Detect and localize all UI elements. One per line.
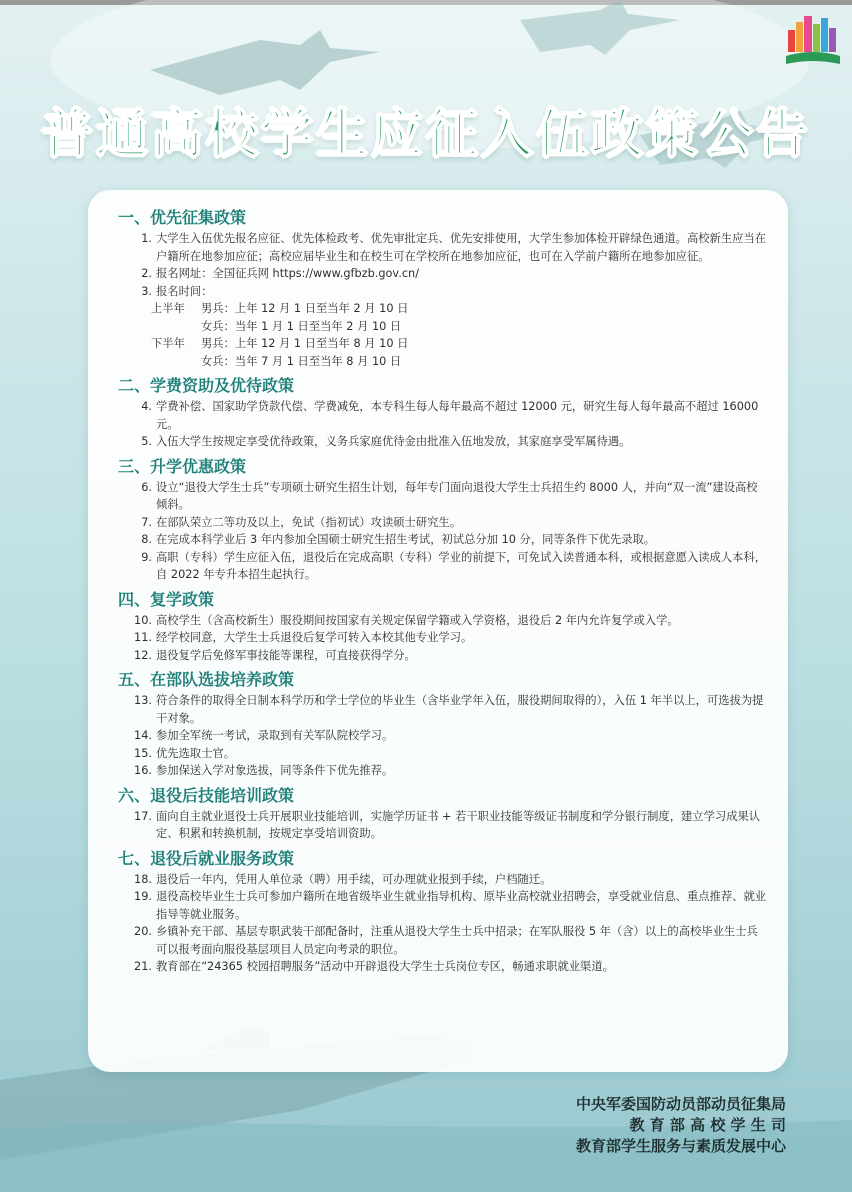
org-name: 中央军委国防动员部动员征集局 (575, 1095, 786, 1113)
section-5 (118, 669, 768, 780)
section-heading: 五、在部队选拔培养政策 (118, 670, 295, 689)
schedule-row: 上半年 男兵：上年 12 月 1 日至当年 2 月 10 日 (151, 302, 409, 315)
list-item: 12. 退役复学后免修军事技能等课程，可直接获得学分。 (134, 648, 416, 662)
list-item: 17. 面向自主就业退役士兵开展职业技能培训，实施学历证书 + 若干职业技能等级证书制度和学分银行制度，建立学习成果认定、积累和转换机制，按规定享受培训资助。 (134, 809, 761, 840)
section-2 (118, 375, 768, 451)
section-heading: 七、退役后就业服务政策 (118, 848, 295, 868)
list-item: 5. 入伍大学生按规定享受优待政策，义务兵家庭优待金由批准入伍地发放，其家庭享受军属待遇。 (141, 435, 631, 448)
list-item: 20. 乡镇补充干部、基层专职武装干部配备时，注重从退役大学生士兵中招录；在军队服役 5 年（含）以上的高校毕业生士兵可以报考面向服役基层项目人员定向考录的职位。 (134, 925, 758, 956)
section-heading: 一、优先征集政策 (118, 208, 247, 227)
list-item: 7. 在部队荣立二等功及以上，免试（指初试）攻读硕士研究生。 (141, 515, 462, 529)
list-item: 4. 学费补偿、国家助学贷款代偿、学费减免，本专科生每人每年最高不超过 12000 元，研究生每人每年最高不超过 16000 元。 (141, 400, 759, 431)
issuing-organizations (576, 1094, 786, 1157)
list-item: 14. 参加全军统一考试，录取到有关军队院校学习。 (134, 729, 394, 742)
section-1 (118, 207, 768, 370)
list-item: 21. 教育部在“24365 校园招聘服务”活动中开辟退役大学生士兵岗位专区，畅通求职就业渠道。 (134, 960, 614, 973)
page-title: 普通高校学生应征入伍政策公告 (40, 105, 811, 165)
org-name: 教育部学生服务与素质发展中心 (575, 1137, 786, 1155)
section-heading: 三、升学优惠政策 (118, 456, 247, 476)
list-item: 3. 报名时间： (141, 284, 213, 298)
schedule-row: 女兵：当年 1 月 1 日至当年 2 月 10 日 (201, 319, 402, 333)
list-item: 6. 设立“退役大学生士兵”专项硕士研究生招生计划，每年专门面向退役大学生士兵招生约 8000 人，并向“双一流”建设高校倾斜。 (141, 480, 758, 511)
list-item: 19. 退役高校毕业生士兵可参加户籍所在地省级毕业生就业指导机构、原毕业高校就业招聘会，享受就业信息、重点推荐、就业指导等就业服务。 (134, 890, 767, 921)
list-item: 15. 优先选取士官。 (134, 746, 236, 760)
list-item: 11. 经学校同意，大学生士兵退役后复学可转入本校其他专业学习。 (134, 631, 473, 644)
list-item: 8. 在完成本科学业后 3 年内参加全国硕士研究生招生考试，初试总分加 10 分，同等条件下优先录取。 (141, 533, 656, 546)
logo-icon (784, 12, 842, 70)
list-item: 2. 报名网址：全国征兵网 https://www.gfbzb.gov.cn/ (141, 267, 419, 280)
section-heading: 六、退役后技能培训政策 (118, 785, 295, 805)
section-7 (118, 848, 768, 976)
org-name: 教 育 部 高 校 学 生 司 (629, 1116, 786, 1134)
list-item: 18. 退役后一年内，凭用人单位录（聘）用手续，可办理就业报到手续，户档随迁。 (134, 872, 552, 886)
section-heading: 四、复学政策 (118, 589, 215, 609)
list-item: 1. 大学生入伍优先报名应征、优先体检政考、优先审批定兵、优先安排使用，大学生参加体检开辟绿色通道。高校新生应当在户籍所在地参加应征；高校应届毕业生和在校生可在学校所在地参加应征，也可在入学前户籍所在地参加应征。 (141, 232, 767, 263)
list-item: 10. 高校学生（含高校新生）服役期间按国家有关规定保留学籍或入学资格，退役后 2 年内允许复学或入学。 (134, 613, 679, 627)
section-6 (118, 785, 768, 843)
section-heading: 二、学费资助及优待政策 (118, 376, 295, 395)
schedule-row: 下半年 男兵：上年 12 月 1 日至当年 8 月 10 日 (151, 337, 409, 350)
section-3 (118, 456, 768, 584)
section-4 (118, 589, 768, 665)
policy-content (118, 207, 768, 981)
schedule-row: 女兵：当年 7 月 1 日至当年 8 月 10 日 (201, 354, 402, 368)
list-item: 13. 符合条件的取得全日制本科学历和学士学位的毕业生（含毕业学年入伍，服役期间取得的），入伍 1 年半以上，可选拔为提干对象。 (134, 694, 764, 725)
list-item: 16. 参加保送入学对象选拔，同等条件下优先推荐。 (134, 764, 394, 777)
list-item: 9. 高职（专科）学生应征入伍，退役后在完成高职（专科）学业的前提下，可免试入读普通本科，或根据意愿入读成人本科，自 2022 年专升本招生起执行。 (141, 550, 767, 581)
